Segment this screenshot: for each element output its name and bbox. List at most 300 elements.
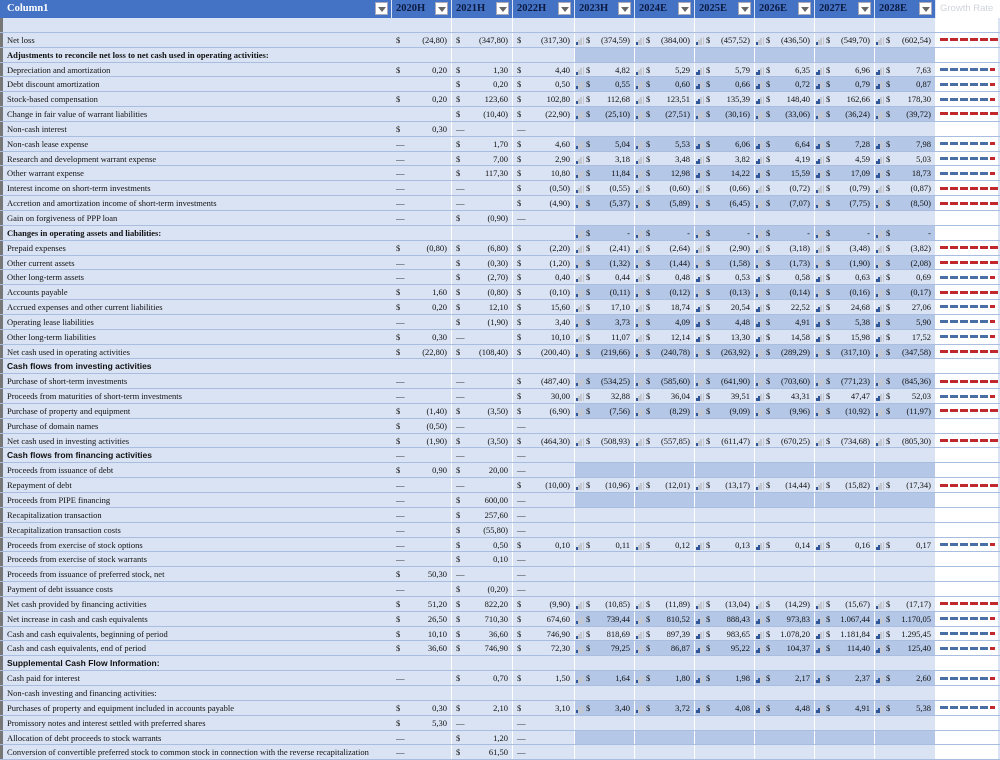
cell-2024e[interactable] (635, 493, 695, 507)
cell-2021h[interactable] (452, 122, 513, 136)
cell-2028e[interactable] (875, 18, 936, 32)
cell-2022h[interactable] (513, 196, 575, 210)
cell-2022h[interactable] (513, 77, 575, 91)
cell-2021h[interactable] (452, 404, 513, 418)
cell-2021h[interactable] (452, 152, 513, 166)
cell-2025e[interactable] (695, 656, 755, 670)
row-label[interactable]: Non-cash interest (0, 122, 392, 136)
cell-2021h[interactable] (452, 256, 513, 270)
cell-2020h[interactable] (392, 656, 452, 670)
cell-2021h[interactable] (452, 300, 513, 314)
cell-2024e[interactable] (635, 330, 695, 344)
cell-2026e[interactable] (755, 716, 815, 730)
cell-2027e[interactable] (815, 359, 875, 373)
cell-2023h[interactable] (575, 241, 635, 255)
cell-2021h[interactable] (452, 493, 513, 507)
cell-2020h[interactable] (392, 359, 452, 373)
cell-2028e[interactable] (875, 345, 936, 359)
cell-2021h[interactable] (452, 107, 513, 121)
cell-2027e[interactable] (815, 641, 875, 655)
cell-2021h[interactable] (452, 48, 513, 62)
cell-2024e[interactable] (635, 256, 695, 270)
row-label[interactable]: Repayment of debt (0, 478, 392, 492)
filter-dropdown-icon[interactable] (496, 2, 509, 15)
cell-2028e[interactable] (875, 226, 936, 240)
cell-2027e[interactable] (815, 538, 875, 552)
cell-2022h[interactable] (513, 315, 575, 329)
row-label[interactable]: Payment of debt issuance costs (0, 582, 392, 596)
row-label[interactable]: Non-cash lease expense (0, 137, 392, 151)
cell-2022h[interactable] (513, 63, 575, 77)
cell-2025e[interactable] (695, 716, 755, 730)
cell-2028e[interactable] (875, 656, 936, 670)
cell-2024e[interactable] (635, 63, 695, 77)
row-label[interactable]: Stock-based compensation (0, 92, 392, 106)
cell-2020h[interactable] (392, 345, 452, 359)
cell-2022h[interactable] (513, 181, 575, 195)
cell-2022h[interactable] (513, 107, 575, 121)
cell-2022h[interactable] (513, 270, 575, 284)
cell-2025e[interactable] (695, 256, 755, 270)
cell-2028e[interactable] (875, 374, 936, 388)
row-label[interactable]: Gain on forgiveness of PPP loan (0, 211, 392, 225)
cell-2028e[interactable] (875, 627, 936, 641)
cell-2028e[interactable] (875, 508, 936, 522)
cell-2028e[interactable] (875, 196, 936, 210)
cell-2026e[interactable] (755, 211, 815, 225)
cell-2025e[interactable] (695, 567, 755, 581)
cell-2021h[interactable] (452, 627, 513, 641)
cell-2023h[interactable] (575, 330, 635, 344)
cell-2020h[interactable] (392, 538, 452, 552)
cell-2022h[interactable] (513, 18, 575, 32)
cell-2020h[interactable] (392, 166, 452, 180)
row-label[interactable]: Recapitalization transaction costs (0, 523, 392, 537)
cell-2023h[interactable] (575, 300, 635, 314)
cell-2021h[interactable] (452, 211, 513, 225)
cell-2020h[interactable] (392, 300, 452, 314)
cell-2028e[interactable] (875, 330, 936, 344)
cell-2025e[interactable] (695, 612, 755, 626)
cell-2027e[interactable] (815, 627, 875, 641)
cell-2028e[interactable] (875, 463, 936, 477)
row-label[interactable]: Recapitalization transaction (0, 508, 392, 522)
cell-2024e[interactable] (635, 463, 695, 477)
cell-2023h[interactable] (575, 656, 635, 670)
cell-2023h[interactable] (575, 48, 635, 62)
cell-2028e[interactable] (875, 92, 936, 106)
row-label[interactable]: Purchase of domain names (0, 419, 392, 433)
row-label[interactable]: Accrued expenses and other current liabilities (0, 300, 392, 314)
cell-2020h[interactable] (392, 716, 452, 730)
cell-2024e[interactable] (635, 745, 695, 759)
cell-2021h[interactable] (452, 716, 513, 730)
cell-2026e[interactable] (755, 300, 815, 314)
cell-2021h[interactable] (452, 92, 513, 106)
cell-2024e[interactable] (635, 359, 695, 373)
cell-2024e[interactable] (635, 686, 695, 700)
filter-dropdown-icon[interactable] (558, 2, 571, 15)
cell-2027e[interactable] (815, 285, 875, 299)
row-label[interactable]: Other current assets (0, 256, 392, 270)
cell-2026e[interactable] (755, 731, 815, 745)
cell-2021h[interactable] (452, 552, 513, 566)
cell-2027e[interactable] (815, 656, 875, 670)
cell-2027e[interactable] (815, 582, 875, 596)
row-label[interactable]: Change in fair value of warrant liabilities (0, 107, 392, 121)
cell-2022h[interactable] (513, 671, 575, 685)
cell-2027e[interactable] (815, 419, 875, 433)
cell-2020h[interactable] (392, 330, 452, 344)
row-label[interactable]: Non-cash investing and financing activities: (0, 686, 392, 700)
cell-2022h[interactable] (513, 478, 575, 492)
cell-2023h[interactable] (575, 612, 635, 626)
cell-2026e[interactable] (755, 538, 815, 552)
cell-2023h[interactable] (575, 181, 635, 195)
cell-2024e[interactable] (635, 389, 695, 403)
cell-2021h[interactable] (452, 33, 513, 47)
cell-2028e[interactable] (875, 256, 936, 270)
header-year-2028e[interactable] (875, 0, 936, 18)
cell-2025e[interactable] (695, 538, 755, 552)
cell-2025e[interactable] (695, 226, 755, 240)
cell-2023h[interactable] (575, 701, 635, 715)
cell-2025e[interactable] (695, 641, 755, 655)
cell-2022h[interactable] (513, 745, 575, 759)
cell-2028e[interactable] (875, 285, 936, 299)
cell-2022h[interactable] (513, 716, 575, 730)
cell-2021h[interactable] (452, 523, 513, 537)
cell-2020h[interactable] (392, 612, 452, 626)
row-label[interactable]: Supplemental Cash Flow Information: (0, 656, 392, 670)
cell-2020h[interactable] (392, 404, 452, 418)
cell-2027e[interactable] (815, 701, 875, 715)
cell-2023h[interactable] (575, 196, 635, 210)
cell-2024e[interactable] (635, 552, 695, 566)
cell-2024e[interactable] (635, 270, 695, 284)
cell-2026e[interactable] (755, 330, 815, 344)
cell-2022h[interactable] (513, 226, 575, 240)
cell-2021h[interactable] (452, 745, 513, 759)
row-label[interactable]: Allocation of debt proceeds to stock warrants (0, 731, 392, 745)
cell-2021h[interactable] (452, 389, 513, 403)
row-label[interactable]: Cash paid for interest (0, 671, 392, 685)
cell-2022h[interactable] (513, 92, 575, 106)
cell-2023h[interactable] (575, 389, 635, 403)
cell-2022h[interactable] (513, 627, 575, 641)
cell-2025e[interactable] (695, 270, 755, 284)
cell-2022h[interactable] (513, 434, 575, 448)
cell-2028e[interactable] (875, 270, 936, 284)
cell-2020h[interactable] (392, 226, 452, 240)
cell-2024e[interactable] (635, 18, 695, 32)
cell-2024e[interactable] (635, 567, 695, 581)
cell-2023h[interactable] (575, 122, 635, 136)
cell-2020h[interactable] (392, 641, 452, 655)
cell-2025e[interactable] (695, 241, 755, 255)
cell-2027e[interactable] (815, 196, 875, 210)
cell-2023h[interactable] (575, 552, 635, 566)
cell-2026e[interactable] (755, 345, 815, 359)
cell-2028e[interactable] (875, 478, 936, 492)
cell-2026e[interactable] (755, 359, 815, 373)
cell-2020h[interactable] (392, 493, 452, 507)
cell-2027e[interactable] (815, 270, 875, 284)
cell-2022h[interactable] (513, 641, 575, 655)
cell-2020h[interactable] (392, 48, 452, 62)
cell-2027e[interactable] (815, 552, 875, 566)
cell-2028e[interactable] (875, 241, 936, 255)
cell-2025e[interactable] (695, 211, 755, 225)
cell-2028e[interactable] (875, 389, 936, 403)
cell-2025e[interactable] (695, 582, 755, 596)
cell-2026e[interactable] (755, 107, 815, 121)
cell-2023h[interactable] (575, 285, 635, 299)
cell-2025e[interactable] (695, 92, 755, 106)
filter-dropdown-icon[interactable] (618, 2, 631, 15)
cell-2024e[interactable] (635, 181, 695, 195)
cell-2023h[interactable] (575, 256, 635, 270)
cell-2022h[interactable] (513, 152, 575, 166)
cell-2027e[interactable] (815, 166, 875, 180)
cell-2022h[interactable] (513, 345, 575, 359)
cell-2022h[interactable] (513, 731, 575, 745)
row-label[interactable]: Proceeds from exercise of stock options (0, 538, 392, 552)
cell-2024e[interactable] (635, 300, 695, 314)
cell-2028e[interactable] (875, 107, 936, 121)
cell-2020h[interactable] (392, 18, 452, 32)
cell-2027e[interactable] (815, 493, 875, 507)
row-label[interactable]: Proceeds from PIPE financing (0, 493, 392, 507)
cell-2026e[interactable] (755, 241, 815, 255)
cell-2027e[interactable] (815, 731, 875, 745)
row-label[interactable]: Other warrant expense (0, 166, 392, 180)
cell-2023h[interactable] (575, 359, 635, 373)
cell-2026e[interactable] (755, 18, 815, 32)
cell-2021h[interactable] (452, 241, 513, 255)
cell-2021h[interactable] (452, 508, 513, 522)
cell-2020h[interactable] (392, 671, 452, 685)
cell-2026e[interactable] (755, 597, 815, 611)
cell-2022h[interactable] (513, 285, 575, 299)
row-label[interactable]: Net cash used in operating activities (0, 345, 392, 359)
cell-2028e[interactable] (875, 137, 936, 151)
cell-2028e[interactable] (875, 582, 936, 596)
header-year-2023h[interactable] (575, 0, 635, 18)
cell-2025e[interactable] (695, 196, 755, 210)
cell-2027e[interactable] (815, 345, 875, 359)
cell-2020h[interactable] (392, 285, 452, 299)
cell-2022h[interactable] (513, 597, 575, 611)
cell-2025e[interactable] (695, 63, 755, 77)
cell-2023h[interactable] (575, 166, 635, 180)
cell-2020h[interactable] (392, 211, 452, 225)
cell-2020h[interactable] (392, 92, 452, 106)
cell-2021h[interactable] (452, 597, 513, 611)
cell-2021h[interactable] (452, 686, 513, 700)
cell-2025e[interactable] (695, 374, 755, 388)
cell-2026e[interactable] (755, 63, 815, 77)
cell-2020h[interactable] (392, 389, 452, 403)
cell-2020h[interactable] (392, 107, 452, 121)
filter-dropdown-icon[interactable] (738, 2, 751, 15)
cell-2021h[interactable] (452, 478, 513, 492)
cell-2028e[interactable] (875, 701, 936, 715)
cell-2023h[interactable] (575, 538, 635, 552)
cell-2023h[interactable] (575, 63, 635, 77)
cell-2024e[interactable] (635, 419, 695, 433)
cell-2023h[interactable] (575, 463, 635, 477)
row-label[interactable]: Debt discount amortization (0, 77, 392, 91)
row-label[interactable]: Cash and cash equivalents, beginning of period (0, 627, 392, 641)
cell-2023h[interactable] (575, 374, 635, 388)
cell-2022h[interactable] (513, 419, 575, 433)
row-label[interactable]: Adjustments to reconcile net loss to net cash used in operating activities: (0, 48, 392, 62)
cell-2020h[interactable] (392, 434, 452, 448)
cell-2020h[interactable] (392, 196, 452, 210)
cell-2028e[interactable] (875, 686, 936, 700)
cell-2023h[interactable] (575, 315, 635, 329)
cell-2021h[interactable] (452, 434, 513, 448)
cell-2027e[interactable] (815, 33, 875, 47)
cell-2024e[interactable] (635, 404, 695, 418)
cell-2020h[interactable] (392, 374, 452, 388)
cell-2022h[interactable] (513, 374, 575, 388)
cell-2024e[interactable] (635, 641, 695, 655)
cell-2021h[interactable] (452, 463, 513, 477)
cell-2021h[interactable] (452, 196, 513, 210)
cell-2021h[interactable] (452, 330, 513, 344)
cell-2021h[interactable] (452, 612, 513, 626)
cell-2024e[interactable] (635, 211, 695, 225)
row-label[interactable]: Purchase of short-term investments (0, 374, 392, 388)
cell-2023h[interactable] (575, 745, 635, 759)
cell-2025e[interactable] (695, 404, 755, 418)
cell-2027e[interactable] (815, 226, 875, 240)
cell-2025e[interactable] (695, 419, 755, 433)
cell-2020h[interactable] (392, 745, 452, 759)
cell-2028e[interactable] (875, 597, 936, 611)
cell-2026e[interactable] (755, 77, 815, 91)
cell-2025e[interactable] (695, 330, 755, 344)
cell-2026e[interactable] (755, 656, 815, 670)
cell-2027e[interactable] (815, 716, 875, 730)
cell-2022h[interactable] (513, 404, 575, 418)
cell-2028e[interactable] (875, 538, 936, 552)
cell-2028e[interactable] (875, 152, 936, 166)
cell-2024e[interactable] (635, 107, 695, 121)
cell-2028e[interactable] (875, 745, 936, 759)
cell-2028e[interactable] (875, 122, 936, 136)
cell-2021h[interactable] (452, 656, 513, 670)
row-label[interactable]: Other long-term assets (0, 270, 392, 284)
cell-2021h[interactable] (452, 641, 513, 655)
cell-2027e[interactable] (815, 374, 875, 388)
cell-2023h[interactable] (575, 508, 635, 522)
cell-2025e[interactable] (695, 33, 755, 47)
row-label[interactable]: Net cash used in investing activities (0, 434, 392, 448)
cell-2027e[interactable] (815, 137, 875, 151)
cell-2026e[interactable] (755, 523, 815, 537)
cell-2023h[interactable] (575, 77, 635, 91)
cell-2024e[interactable] (635, 315, 695, 329)
cell-2021h[interactable] (452, 731, 513, 745)
cell-2022h[interactable] (513, 552, 575, 566)
cell-2024e[interactable] (635, 656, 695, 670)
row-label[interactable]: Proceeds from maturities of short-term investments (0, 389, 392, 403)
cell-2023h[interactable] (575, 92, 635, 106)
cell-2020h[interactable] (392, 582, 452, 596)
cell-2022h[interactable] (513, 33, 575, 47)
cell-2020h[interactable] (392, 523, 452, 537)
cell-2020h[interactable] (392, 33, 452, 47)
row-label[interactable]: Promissory notes and interest settled with preferred shares (0, 716, 392, 730)
cell-2020h[interactable] (392, 731, 452, 745)
cell-2020h[interactable] (392, 567, 452, 581)
cell-2026e[interactable] (755, 33, 815, 47)
cell-2025e[interactable] (695, 478, 755, 492)
cell-2020h[interactable] (392, 63, 452, 77)
cell-2028e[interactable] (875, 359, 936, 373)
cell-2022h[interactable] (513, 389, 575, 403)
cell-2024e[interactable] (635, 226, 695, 240)
cell-2027e[interactable] (815, 152, 875, 166)
cell-2028e[interactable] (875, 731, 936, 745)
row-label[interactable]: Net cash provided by financing activities (0, 597, 392, 611)
cell-2020h[interactable] (392, 552, 452, 566)
cell-2028e[interactable] (875, 77, 936, 91)
cell-2024e[interactable] (635, 374, 695, 388)
row-label[interactable]: Net loss (0, 33, 392, 47)
cell-2023h[interactable] (575, 448, 635, 462)
cell-2026e[interactable] (755, 745, 815, 759)
row-label[interactable]: Purchase of property and equipment (0, 404, 392, 418)
cell-2026e[interactable] (755, 256, 815, 270)
cell-2026e[interactable] (755, 315, 815, 329)
cell-2028e[interactable] (875, 552, 936, 566)
cell-2025e[interactable] (695, 359, 755, 373)
cell-2022h[interactable] (513, 256, 575, 270)
cell-2026e[interactable] (755, 389, 815, 403)
cell-2027e[interactable] (815, 18, 875, 32)
cell-2023h[interactable] (575, 152, 635, 166)
cell-2027e[interactable] (815, 181, 875, 195)
cell-2027e[interactable] (815, 211, 875, 225)
cell-2026e[interactable] (755, 552, 815, 566)
cell-2024e[interactable] (635, 196, 695, 210)
cell-2020h[interactable] (392, 463, 452, 477)
cell-2025e[interactable] (695, 285, 755, 299)
row-label[interactable]: Research and development warrant expense (0, 152, 392, 166)
cell-2027e[interactable] (815, 478, 875, 492)
cell-2026e[interactable] (755, 671, 815, 685)
cell-2021h[interactable] (452, 374, 513, 388)
cell-2024e[interactable] (635, 731, 695, 745)
cell-2027e[interactable] (815, 315, 875, 329)
cell-2027e[interactable] (815, 612, 875, 626)
cell-2021h[interactable] (452, 582, 513, 596)
cell-2026e[interactable] (755, 567, 815, 581)
cell-2023h[interactable] (575, 419, 635, 433)
filter-dropdown-icon[interactable] (678, 2, 691, 15)
cell-2027e[interactable] (815, 463, 875, 477)
row-label[interactable]: Changes in operating assets and liabilities: (0, 226, 392, 240)
cell-2027e[interactable] (815, 567, 875, 581)
row-label[interactable]: Accretion and amortization income of short-term investments (0, 196, 392, 210)
cell-2026e[interactable] (755, 493, 815, 507)
cell-2021h[interactable] (452, 359, 513, 373)
cell-2022h[interactable] (513, 359, 575, 373)
